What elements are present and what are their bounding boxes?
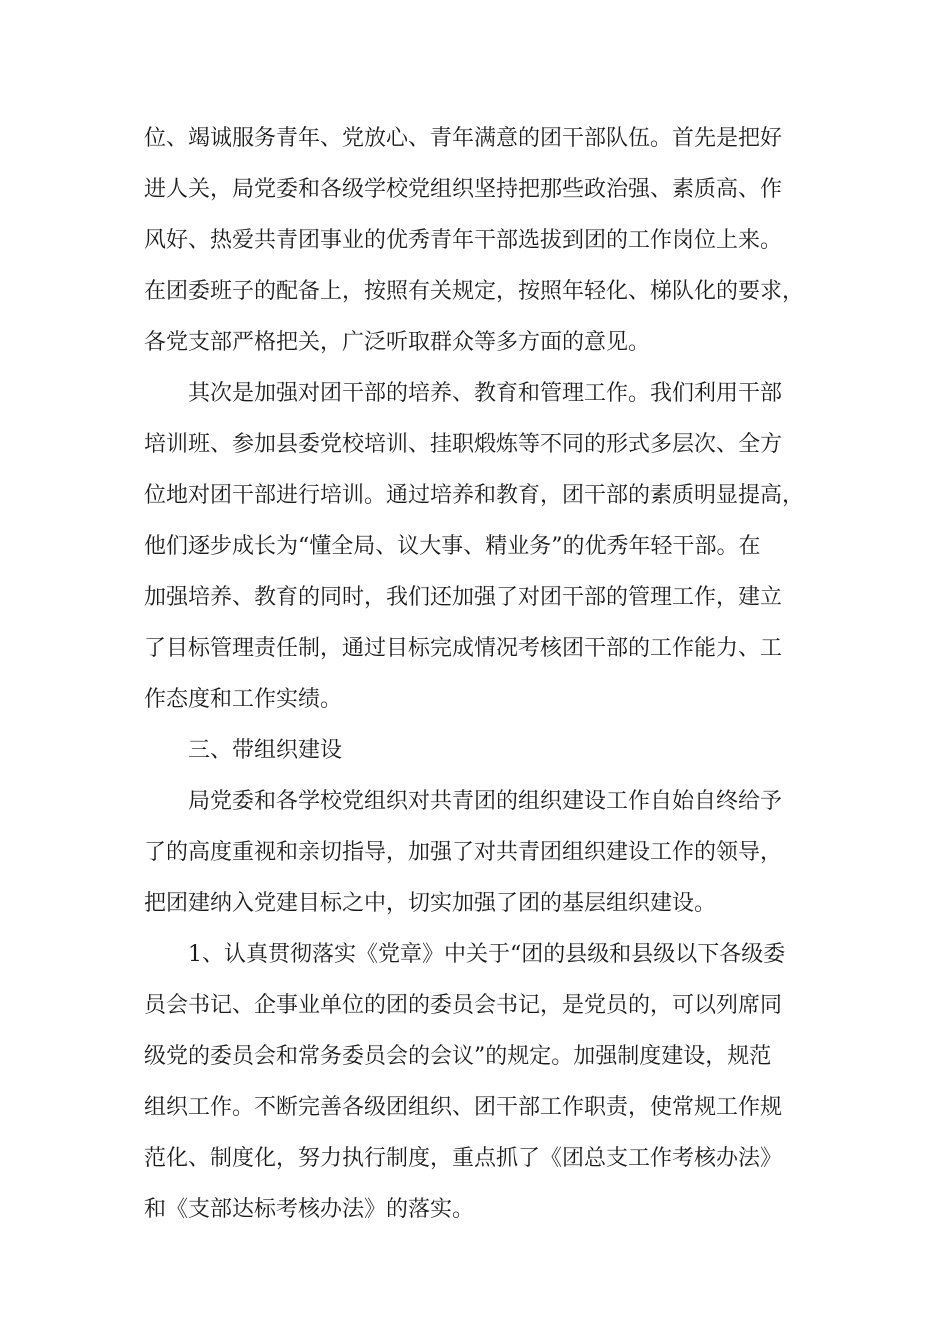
- text-line: 员会书记、企事业单位的团的委员会书记，是党员的，可以列席同: [144, 993, 783, 1018]
- text-line: 了的高度重视和亲切指导，加强了对共青团组织建设工作的领导，: [144, 840, 783, 865]
- text-line: 位、竭诚服务青年、党放心、青年满意的团干部队伍。首先是把好: [144, 126, 783, 151]
- text-line: 局党委和各学校党组织对共青团的组织建设工作自始自终给予: [188, 789, 783, 814]
- text-line: 组织工作。不断完善各级团组织、团干部工作职责，使常规工作规: [144, 1095, 783, 1120]
- text-line: 把团建纳入党建目标之中，切实加强了团的基层组织建设。: [144, 891, 717, 916]
- text-line: 1、认真贯彻落实《党章》中关于“团的县级和县级以下各级委: [188, 942, 786, 967]
- text-line: 在团委班子的配备上，按照有关规定，按照年轻化、梯队化的要求，: [144, 279, 805, 304]
- text-line: 其次是加强对团干部的培养、教育和管理工作。我们利用干部: [188, 381, 783, 406]
- text-line: 和《支部达标考核办法》的落实。: [144, 1197, 475, 1222]
- section-heading: 三、带组织建设: [188, 738, 343, 763]
- text-line: 风好、热爱共青团事业的优秀青年干部选拔到团的工作岗位上来。: [144, 228, 783, 253]
- text-line: 位地对团干部进行培训。通过培养和教育，团干部的素质明显提高，: [144, 483, 805, 508]
- text-line: 培训班、参加县委党校培训、挂职煅炼等不同的形式多层次、全方: [144, 432, 783, 457]
- text-line: 他们逐步成长为“懂全局、议大事、精业务”的优秀年轻干部。在: [144, 534, 761, 559]
- text-line: 加强培养、教育的同时，我们还加强了对团干部的管理工作，建立: [144, 585, 783, 610]
- text-line: 了目标管理责任制，通过目标完成情况考核团干部的工作能力、工: [144, 636, 783, 661]
- text-line: 级党的委员会和常务委员会的会议”的规定。加强制度建设，规范: [144, 1044, 772, 1069]
- text-line: 进人关，局党委和各级学校党组织坚持把那些政治强、素质高、作: [144, 177, 783, 202]
- text-line: 各党支部严格把关，广泛听取群众等多方面的意见。: [144, 330, 651, 355]
- text-line: 作态度和工作实绩。: [144, 687, 343, 712]
- text-line: 范化、制度化，努力执行制度，重点抓了《团总支工作考核办法》: [144, 1146, 783, 1171]
